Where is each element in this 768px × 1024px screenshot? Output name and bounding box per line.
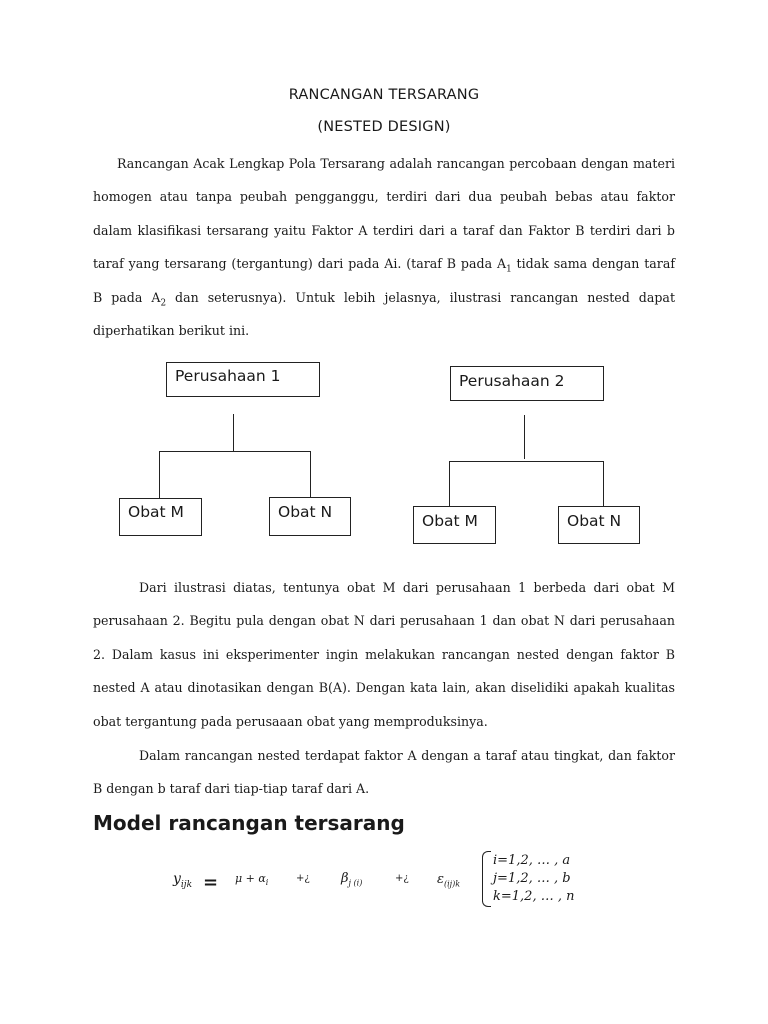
connector-vertical bbox=[233, 414, 234, 452]
connector-horizontal bbox=[159, 451, 311, 452]
paragraph-intro bbox=[93, 147, 675, 347]
connector-left-drop bbox=[159, 451, 160, 499]
paragraph-intro-part2: tidak sama dengan taraf B pada A bbox=[93, 256, 675, 305]
eq-plus-2: +¿ bbox=[395, 873, 409, 884]
eq-conditions-brace bbox=[482, 851, 491, 907]
connector-horizontal bbox=[449, 461, 604, 462]
paragraph-intro-part3: dan seterusnya). Untuk lebih jelasnya, ilustrasi rancangan nested dapat diperhatikan berikut ini. bbox=[93, 289, 675, 339]
eq-equals: = bbox=[203, 872, 219, 893]
box-perusahaan-1: Perusahaan 1 bbox=[166, 362, 320, 397]
box-obat-m-right: Obat M bbox=[413, 506, 496, 544]
subscript-1: 1 bbox=[506, 264, 512, 275]
box-obat-n-right: Obat N bbox=[558, 506, 640, 544]
title-line-1: RANCANGAN TERSARANG bbox=[288, 87, 480, 103]
eq-term-beta: $\beta_{j (i)}$ bbox=[341, 871, 363, 888]
box-obat-m-left: Obat M bbox=[119, 498, 202, 536]
eq-condition-i: i=1,2, … , a bbox=[493, 853, 571, 868]
eq-lhs: $y_{ijk}$ bbox=[173, 871, 193, 890]
subscript-2: 2 bbox=[160, 298, 167, 309]
connector-left-drop bbox=[449, 461, 450, 507]
section-heading: Model rancangan tersarang bbox=[93, 811, 405, 835]
connector-vertical bbox=[524, 415, 525, 459]
paragraph-explanation: Dari ilustrasi diatas, tentunya obat M dari perusahaan 1 berbeda dari obat M perusahaan 2. Begitu pula dengan obat N dari perusahaan 1 dan obat N dari perusahaan 2. Dalam kasus ini eksperimenter ingin melakukan rancangan nested dengan faktor B nested A atau dinotasikan dengan B(A). Dengan kata lain, akan diselidiki apakah kualitas obat tergantung pada perusaaan obat yang memproduksinya. bbox=[93, 580, 675, 729]
eq-condition-j: j=1,2, … , b bbox=[493, 871, 571, 886]
eq-term-mu-alpha: $\mu + \alpha_i$ bbox=[235, 872, 269, 888]
box-obat-n-left: Obat N bbox=[269, 497, 351, 536]
box-perusahaan-2: Perusahaan 2 bbox=[450, 366, 604, 401]
eq-condition-k: k=1,2, … , n bbox=[493, 889, 575, 904]
connector-right-drop bbox=[603, 461, 604, 507]
eq-plus-1: +¿ bbox=[296, 873, 310, 884]
paragraph-factors: Dalam rancangan nested terdapat faktor A dengan a taraf atau tingkat, dan faktor B dengan b taraf dari tiap-tiap taraf dari A. bbox=[93, 748, 675, 797]
paragraph-intro-part1: Rancangan Acak Lengkap Pola Tersarang adalah rancangan percobaan dengan materi homogen atau tanpa peubah pengganggu, terdiri dari dua peubah bebas atau faktor dalam klasifikasi tersarang yaitu Faktor A terdiri dari a taraf dan Faktor B terdiri dari b taraf yang tersarang (tergantung) dari pada Ai. (taraf B pada A bbox=[93, 156, 675, 272]
eq-term-epsilon: $\varepsilon_{(ij)k}$ bbox=[437, 872, 461, 889]
title-line-2: (NESTED DESIGN) bbox=[317, 119, 451, 135]
connector-right-drop bbox=[310, 451, 311, 498]
